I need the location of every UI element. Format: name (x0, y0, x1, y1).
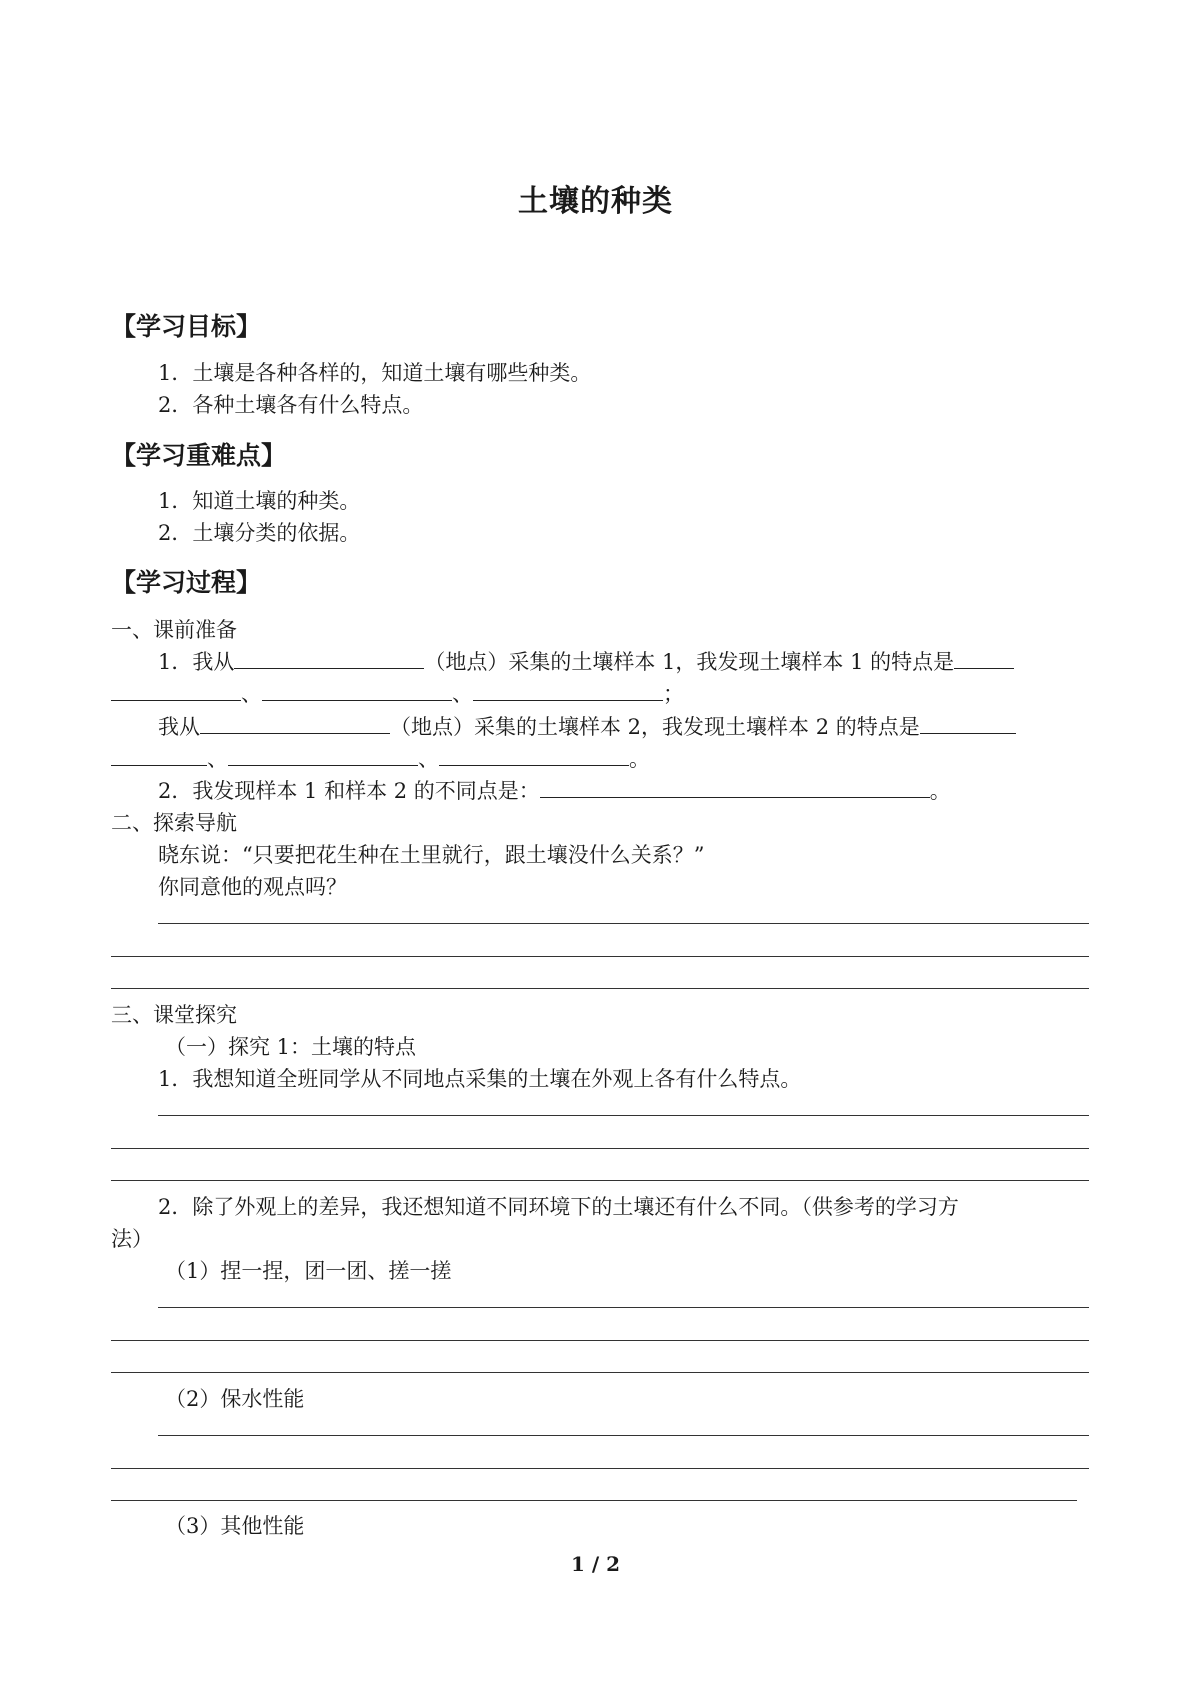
answer-line[interactable] (158, 1435, 1089, 1436)
answer-line[interactable] (111, 1180, 1089, 1181)
difference-label: 2．我发现样本 1 和样本 2 的不同点是： (158, 779, 540, 803)
difference-blank[interactable] (540, 779, 930, 798)
answer-line[interactable] (111, 956, 1089, 957)
answer-line[interactable] (111, 1148, 1089, 1149)
answer-line[interactable] (158, 923, 1089, 924)
answer-line[interactable] (111, 1340, 1089, 1341)
feature2-blank-c[interactable] (439, 747, 629, 766)
answer-line[interactable] (111, 988, 1089, 989)
period: 。 (629, 747, 650, 771)
sample2-line (158, 711, 1016, 741)
period: 。 (929, 779, 951, 803)
separator: 、 (418, 747, 439, 771)
quote-text: 晓东说：“只要把花生种在土里就行，跟土壤没什么关系？” (158, 843, 705, 867)
goals-heading: 【学习目标】 (111, 312, 262, 341)
inquiry1-question1: 1．我想知道全班同学从不同地点采集的土壤在外观上各有什么特点。 (158, 1067, 802, 1091)
feature2-blank-start[interactable] (920, 715, 1016, 734)
location1-blank[interactable] (234, 650, 424, 669)
answer-line[interactable] (111, 1500, 1077, 1501)
answer-line[interactable] (158, 1115, 1089, 1116)
semicolon: ； (663, 682, 684, 706)
feature1-blank-c[interactable] (473, 682, 663, 701)
feature1-blank-a[interactable] (111, 682, 241, 701)
answer-line[interactable] (111, 1468, 1089, 1469)
inquiry1-question2-line2: 法） (111, 1227, 153, 1251)
sample2-features-line (111, 743, 650, 773)
sample1-prefix: 1．我从 (158, 650, 235, 674)
feature1-blank-start[interactable] (954, 650, 1014, 669)
separator: 、 (452, 682, 473, 706)
sample1-features-line (111, 678, 684, 708)
sample2-suffix: （地点）采集的土壤样本 2，我发现土壤样本 2 的特点是 (390, 715, 920, 739)
key-point-item-1: 1．知道土壤的种类。 (158, 489, 361, 513)
sample1-suffix: （地点）采集的土壤样本 1，我发现土壤样本 1 的特点是 (424, 650, 955, 674)
method-1: （1）捏一捏，团一团、搓一搓 (165, 1259, 452, 1283)
part2-heading: 二、探索导航 (111, 811, 237, 835)
location2-blank[interactable] (200, 715, 390, 734)
inquiry1-heading: （一）探究 1：土壤的特点 (165, 1035, 417, 1059)
part3-heading: 三、课堂探究 (111, 1003, 237, 1027)
key-point-item-2: 2．土壤分类的依据。 (158, 521, 361, 545)
feature2-blank-a[interactable] (111, 747, 207, 766)
sample1-line (158, 646, 1014, 676)
feature1-blank-b[interactable] (262, 682, 452, 701)
feature2-blank-b[interactable] (228, 747, 418, 766)
part1-heading: 一、课前准备 (111, 618, 237, 642)
method-3: （3）其他性能 (165, 1514, 305, 1538)
sample2-prefix: 我从 (158, 715, 200, 739)
goal-item-1: 1．土壤是各种各样的，知道土壤有哪些种类。 (158, 361, 592, 385)
page-title: 土壤的种类 (518, 184, 673, 219)
page-number: 1 / 2 (570, 1552, 621, 1576)
goal-item-2: 2．各种土壤各有什么特点。 (158, 393, 424, 417)
process-heading: 【学习过程】 (111, 568, 262, 597)
answer-line[interactable] (158, 1307, 1089, 1308)
question-text: 你同意他的观点吗？ (158, 875, 347, 899)
inquiry1-question2-line1: 2．除了外观上的差异，我还想知道不同环境下的土壤还有什么不同。（供参考的学习方 (158, 1195, 959, 1219)
separator: 、 (241, 682, 262, 706)
difference-line (158, 775, 951, 805)
separator: 、 (207, 747, 228, 771)
method-2: （2）保水性能 (165, 1387, 305, 1411)
answer-line[interactable] (111, 1372, 1089, 1373)
key-points-heading: 【学习重难点】 (111, 441, 287, 470)
